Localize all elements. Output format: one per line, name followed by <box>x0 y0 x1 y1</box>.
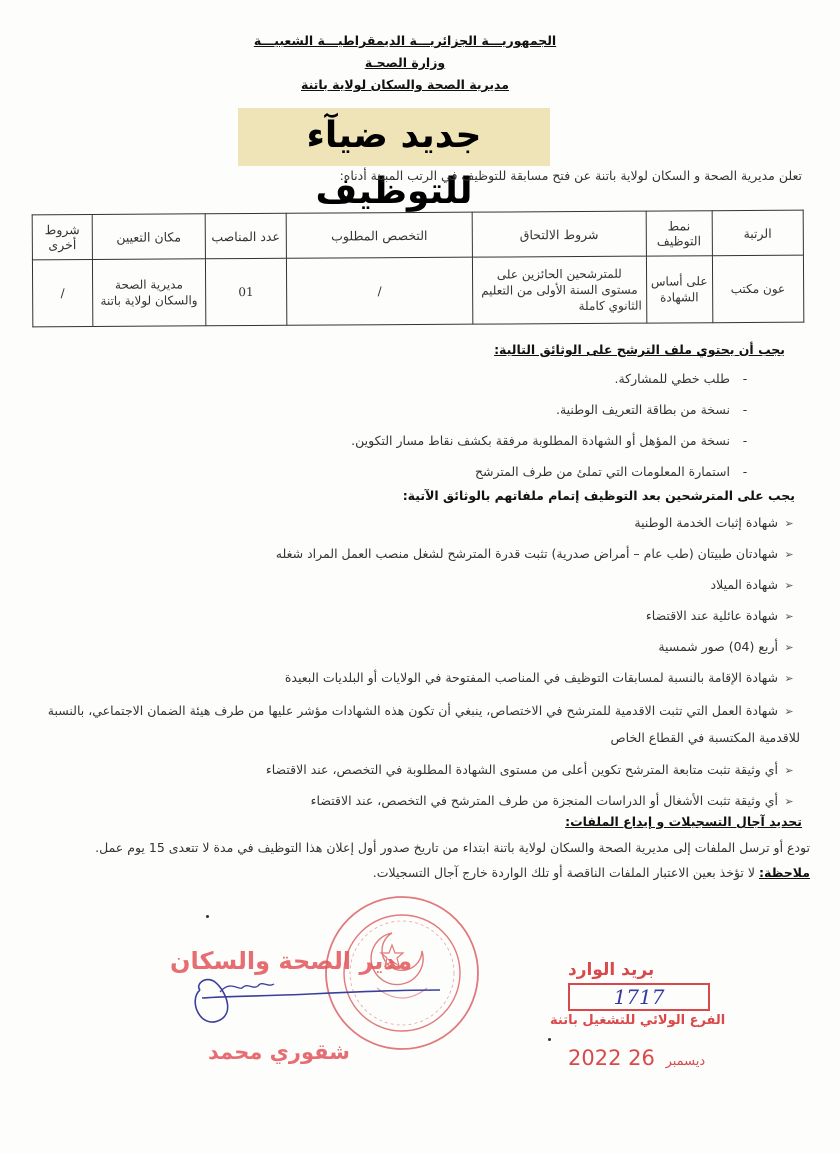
received-stamp-label: بريد الوارد <box>568 960 655 980</box>
note <box>373 865 810 880</box>
received-stamp-number: 1717 <box>568 983 710 1011</box>
intro-text: تعلن مديرية الصحة و السكان لولاية باتنة عن فتح مسابقة للتوظيف في الرتب المبينة أدناه: <box>339 168 802 183</box>
list-item <box>40 543 800 566</box>
dash-marker: - <box>742 433 748 448</box>
arrow-bullet-icon: ➢ <box>784 672 794 685</box>
jobs-table <box>32 210 805 328</box>
list-item <box>40 759 800 782</box>
list-item <box>40 512 800 535</box>
speck <box>206 915 209 918</box>
list-item <box>351 399 760 430</box>
file-requirements-title: يجب أن يحتوي ملف الترشح على الوثائق التالية: <box>494 342 785 357</box>
list-item-text: نسخة من بطاقة التعريف الوطنية. <box>555 402 730 417</box>
table-row <box>32 255 803 327</box>
directorate-title: مديرية الصحة والسكان لولاية باتنة <box>301 77 509 92</box>
col-header-rank: الرتبة <box>712 210 804 256</box>
note-text: لا تؤخذ بعين الاعتبار الملفات الناقصة أو تلك الواردة خارج آجال التسجيلات. <box>372 865 756 880</box>
col-header-specialty: التخصص المطلوب <box>286 212 472 258</box>
after-hiring-title: يجب على المترشحين بعد التوظيف إتمام ملفاتهم بالوثائق الآتية: <box>402 488 795 503</box>
deadlines-title: تحديد آجال التسجيلات و إيداع الملفات: <box>565 814 802 829</box>
speck <box>548 1038 551 1041</box>
received-day: 26 <box>628 1046 655 1070</box>
cell-rank: عون مكتب <box>712 255 804 323</box>
list-item <box>351 368 760 399</box>
list-item-text: طلب خطي للمشاركة. <box>614 371 730 386</box>
director-title-stamp: مدير الصحة والسكان <box>170 947 413 975</box>
director-name-stamp: شقوري محمد <box>208 1040 350 1064</box>
cell-other: / <box>32 259 92 326</box>
dash-marker: - <box>742 402 748 417</box>
banner: جديد ضيآء للتوظيف <box>238 108 550 166</box>
arrow-bullet-icon: ➢ <box>784 705 794 718</box>
ministry-title: وزارة الصحـة <box>364 55 446 70</box>
received-year: 2022 <box>568 1046 622 1070</box>
arrow-bullet-icon: ➢ <box>784 610 794 623</box>
after-hiring-list <box>40 512 800 821</box>
list-item <box>40 636 800 659</box>
arrow-bullet-icon: ➢ <box>784 548 794 561</box>
col-header-other: شروط أخرى <box>32 214 92 259</box>
arrow-bullet-icon: ➢ <box>784 764 794 777</box>
col-header-location: مكان التعيين <box>92 214 205 260</box>
list-item-text: شهادة الميلاد <box>710 577 778 592</box>
list-item-text: استمارة المعلومات التي تملئ من طرف المترشح <box>474 464 730 479</box>
list-item-text: شهادة إثبات الخدمة الوطنية <box>634 515 778 530</box>
dash-marker: - <box>742 371 748 386</box>
dash-marker: - <box>742 464 748 479</box>
republic-title: الجمهوريـــة الجزائريـــة الديمقراطيـــة الشعبيـــة <box>253 33 557 48</box>
cell-mode: على أساس الشهادة <box>646 256 713 323</box>
list-item <box>40 605 800 628</box>
deadlines-text: تودع أو ترسل الملفات إلى مديرية الصحة والسكان لولاية باتنة ابتداء من تاريخ صدور أول إعلان هذا التوظيف في مدة لا تتعدى 15 يوم عمل. <box>95 840 810 855</box>
cell-positions: 01 <box>205 258 287 325</box>
arrow-bullet-icon: ➢ <box>784 795 794 808</box>
handwritten-signature <box>190 960 450 1040</box>
list-item-text: أربع (04) صور شمسية <box>658 639 778 654</box>
list-item <box>351 430 760 461</box>
received-stamp-branch: الفرع الولائي للتشغيل باتنة <box>550 1013 726 1028</box>
letterhead <box>240 30 570 96</box>
table-header-row <box>32 210 803 260</box>
list-item <box>40 698 800 751</box>
note-label: ملاحظة: <box>759 865 810 880</box>
list-item-text: أي وثيقة تثبت الأشغال أو الدراسات المنجزة من طرف المترشح في التخصص، عند الاقتضاء <box>310 793 778 808</box>
col-header-positions: عدد المناصب <box>205 213 286 258</box>
list-item <box>40 667 800 690</box>
list-item-text: شهادتان طبيتان (طب عام – أمراض صدرية) تثبت قدرة المترشح لشغل منصب العمل المراد شغله <box>275 546 778 561</box>
cell-conditions: للمترشحين الحائزين على مستوى السنة الأولى من التعليم الثانوي كاملة <box>472 256 646 324</box>
cell-location: مديرية الصحة والسكان لولاية باتنة <box>92 259 205 327</box>
cell-specialty: / <box>286 257 473 325</box>
arrow-bullet-icon: ➢ <box>784 641 794 654</box>
list-item <box>40 574 800 597</box>
list-item-text: شهادة عائلية عند الاقتضاء <box>645 608 778 623</box>
list-item-text: نسخة من المؤهل أو الشهادة المطلوبة مرفقة بكشف نقاط مسار التكوين. <box>351 433 730 448</box>
list-item-text: أي وثيقة تثبت متابعة المترشح تكوين أعلى من مستوى الشهادة المطلوبة في التخصص، عند الاقتضاء <box>265 762 778 777</box>
list-item <box>40 790 800 813</box>
col-header-mode: نمط التوظيف <box>646 211 712 256</box>
received-month: ديسمبر <box>665 1054 706 1069</box>
list-item-text: شهادة الإقامة بالنسبة لمسابقات التوظيف في المناصب المفتوحة في الولايات أو البلديات البعيدة <box>284 670 778 685</box>
arrow-bullet-icon: ➢ <box>784 579 794 592</box>
list-item-text: شهادة العمل التي تثبت الاقدمية للمترشح في الاختصاص، ينبغي أن تكون هذه الشهادات مؤشر عليها من طرف هيئة الضمان الاجتماعي، بالنسبة للاقدمية المكتسبة في القطاع الخاص <box>47 703 800 745</box>
col-header-conditions: شروط الالتحاق <box>472 211 646 257</box>
arrow-bullet-icon: ➢ <box>784 517 794 530</box>
file-requirements-list <box>351 368 760 492</box>
received-stamp-date <box>568 1046 709 1070</box>
